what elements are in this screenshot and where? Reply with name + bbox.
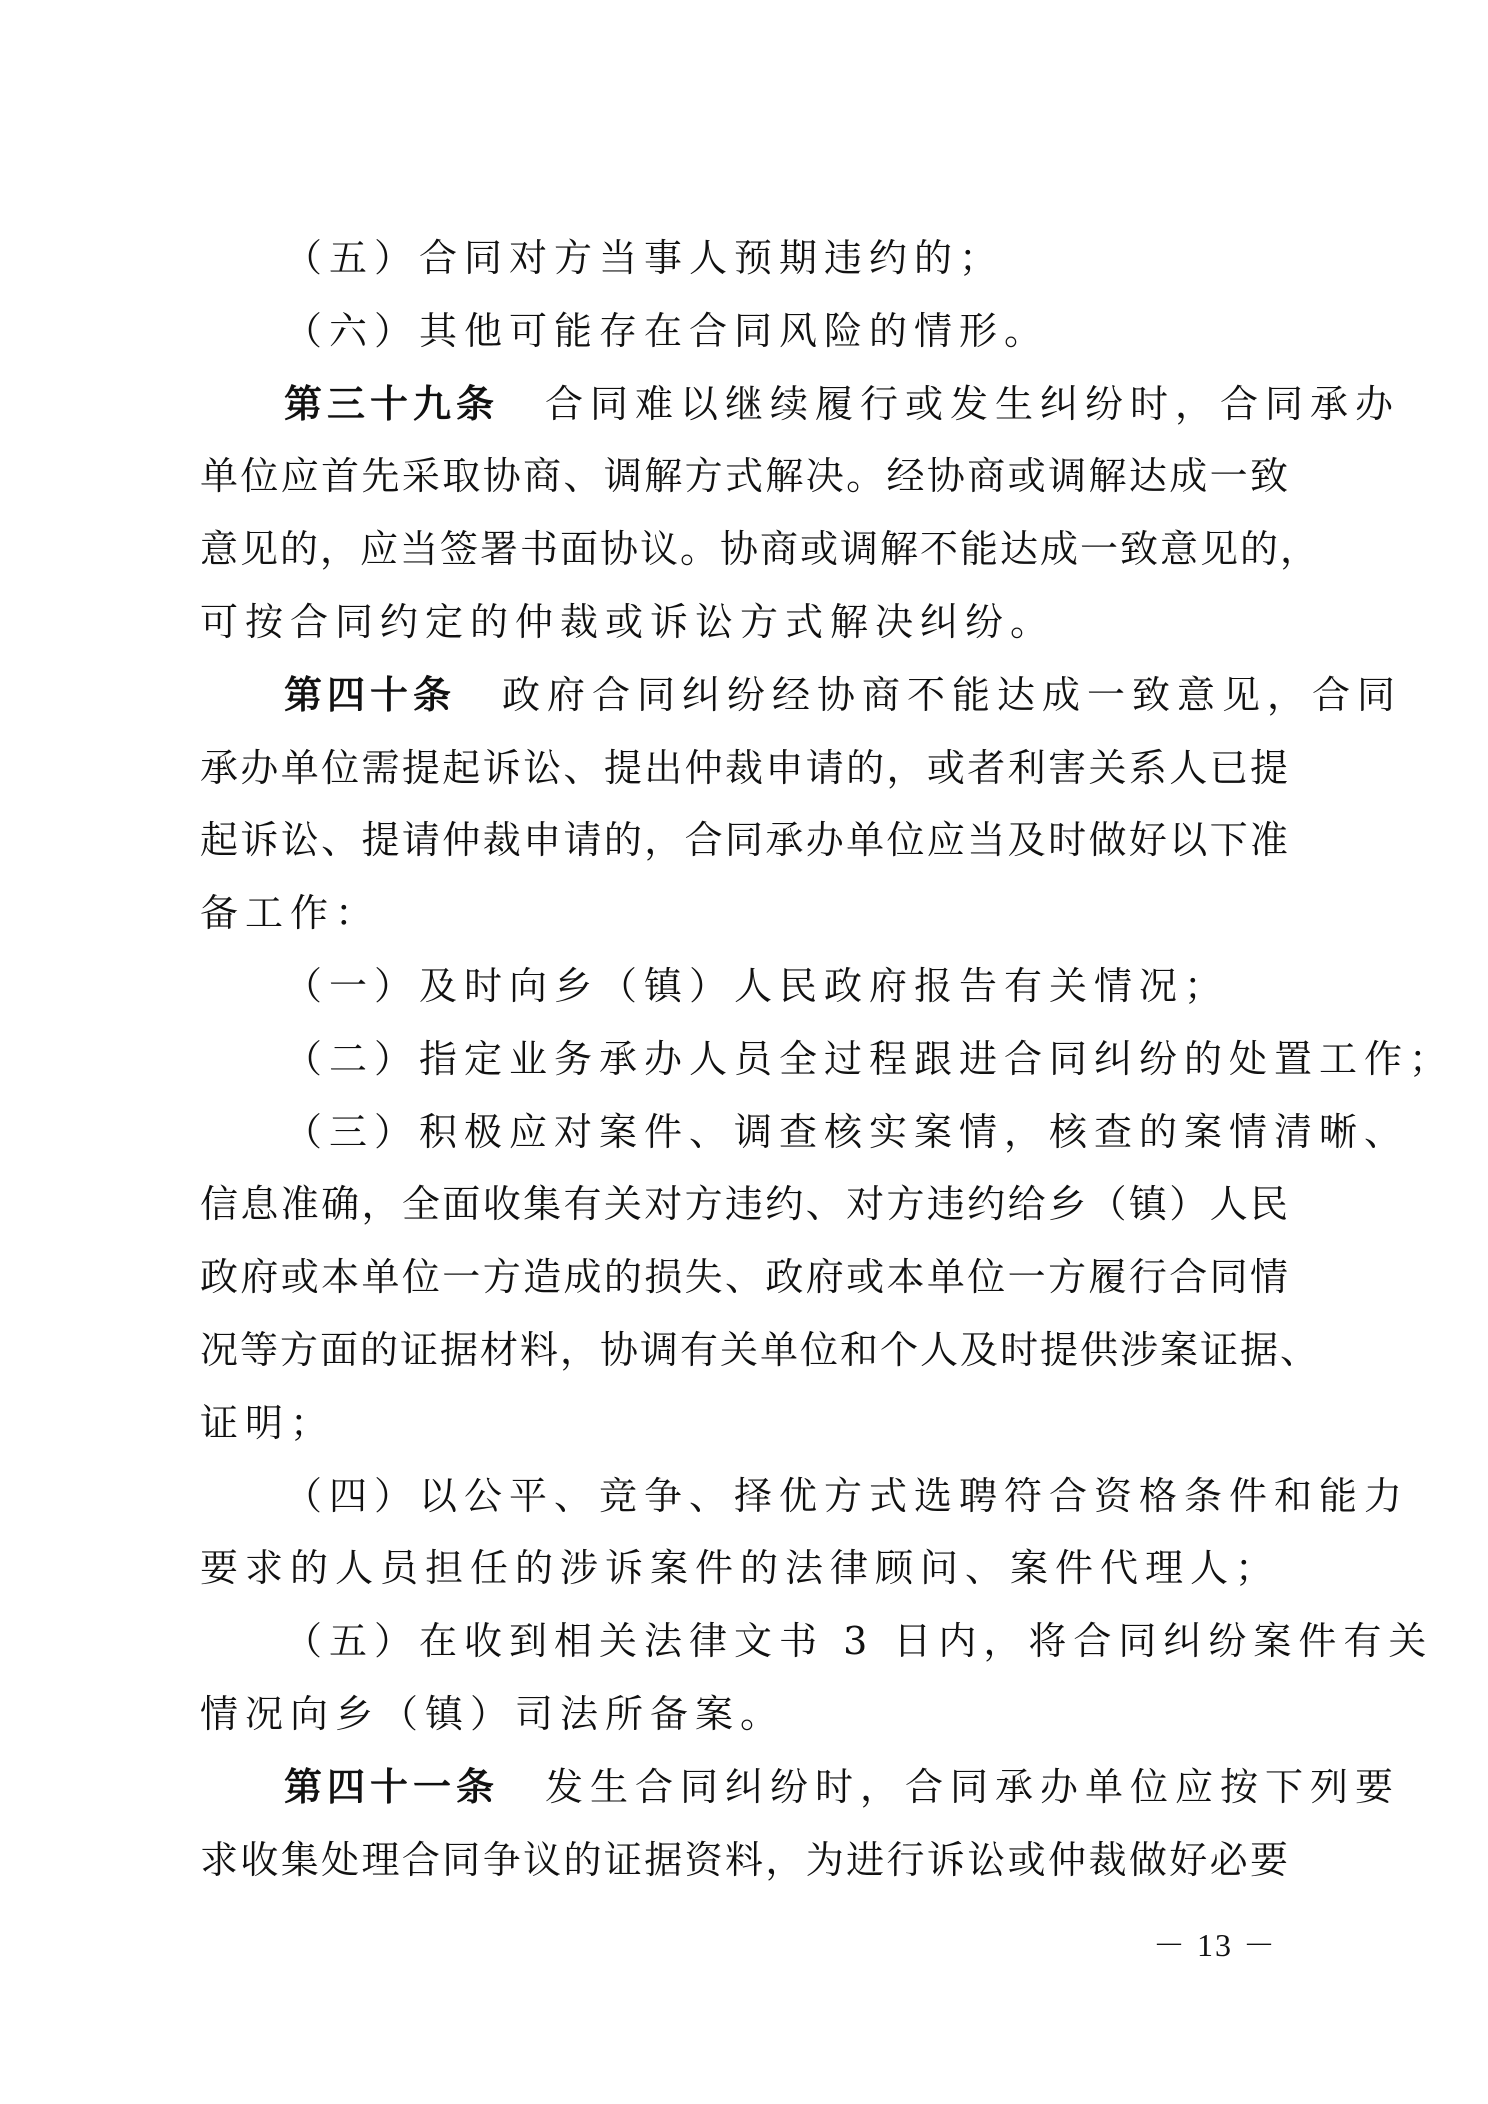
text-line [200, 1751, 1401, 1824]
text-line [200, 1532, 1290, 1605]
text-line [200, 513, 1321, 586]
text-line [200, 1387, 1290, 1460]
text-line [200, 295, 1290, 368]
line-text: 单位应首先采取协商、调解方式解决。经协商或调解达成一致 [200, 454, 1290, 499]
document-body [200, 222, 1455, 1896]
text-line [200, 659, 1403, 732]
text-line [200, 1460, 1410, 1533]
article-number: 第四十条 [284, 671, 457, 717]
line-text: 可按合同约定的仲裁或诉讼方式解决纠纷。 [200, 599, 1056, 644]
page-number: － 13 － [1152, 1927, 1277, 1963]
text-line [200, 1168, 1290, 1241]
line-text: 备工作： [200, 891, 381, 936]
text-line [200, 950, 1290, 1023]
line-text: （一）及时向乡（镇）人民政府报告有关情况； [284, 963, 1230, 1008]
text-line [200, 877, 1290, 950]
line-text: （五）合同对方当事人预期违约的； [284, 236, 1005, 280]
line-text: 信息准确，全面收集有关对方违约、对方违约给乡（镇）人民 [200, 1182, 1290, 1227]
text-line [200, 1605, 1434, 1678]
line-text: 求收集处理合同争议的证据资料，为进行诉讼或仲裁做好必要 [200, 1837, 1290, 1882]
article-number: 第三十九条 [284, 380, 500, 426]
text-line [200, 1096, 1410, 1169]
line-text: 况等方面的证据材料，协调有关单位和个人及时提供涉案证据、 [200, 1327, 1321, 1372]
text-line [200, 586, 1290, 659]
line-text: （四）以公平、竞争、择优方式选聘符合资格条件和能力 [284, 1473, 1410, 1518]
line-text: 意见的，应当签署书面协议。协商或调解不能达成一致意见的， [200, 527, 1321, 572]
line-text: （三）积极应对案件、调查核实案情，核查的案情清晰、 [284, 1109, 1410, 1154]
line-text: 合同难以继续履行或发生纠纷时，合同承办 [545, 381, 1401, 426]
text-line [200, 732, 1290, 805]
line-text: （二）指定业务承办人员全过程跟进合同纠纷的处置工作； [284, 1036, 1455, 1081]
text-line [200, 368, 1401, 441]
text-line [200, 440, 1290, 513]
line-text: 情况向乡（镇）司法所备案。 [200, 1691, 786, 1736]
line-text: （六）其他可能存在合同风险的情形。 [284, 308, 1050, 353]
text-line [200, 1241, 1290, 1314]
text-line [200, 1314, 1321, 1387]
line-text: 证明； [200, 1400, 336, 1445]
article-number: 第四十一条 [284, 1763, 500, 1809]
line-text: 政府或本单位一方造成的损失、政府或本单位一方履行合同情 [200, 1255, 1290, 1300]
line-text: 起诉讼、提请仲裁申请的，合同承办单位应当及时做好以下准 [200, 818, 1290, 863]
line-text: 承办单位需提起诉讼、提出仲裁申请的，或者利害关系人已提 [200, 745, 1290, 790]
line-text: 政府合同纠纷经协商不能达成一致意见，合同 [502, 672, 1403, 717]
line-text: （五）在收到相关法律文书 3 日内，将合同纠纷案件有关 [284, 1619, 1434, 1664]
text-line [200, 804, 1290, 877]
text-line [200, 1678, 1290, 1751]
line-text: 要求的人员担任的涉诉案件的法律顾问、案件代理人； [200, 1546, 1281, 1591]
text-line [200, 1824, 1290, 1897]
text-line [200, 1023, 1455, 1096]
line-text: 发生合同纠纷时，合同承办单位应按下列要 [545, 1764, 1401, 1809]
text-line [200, 222, 1290, 295]
